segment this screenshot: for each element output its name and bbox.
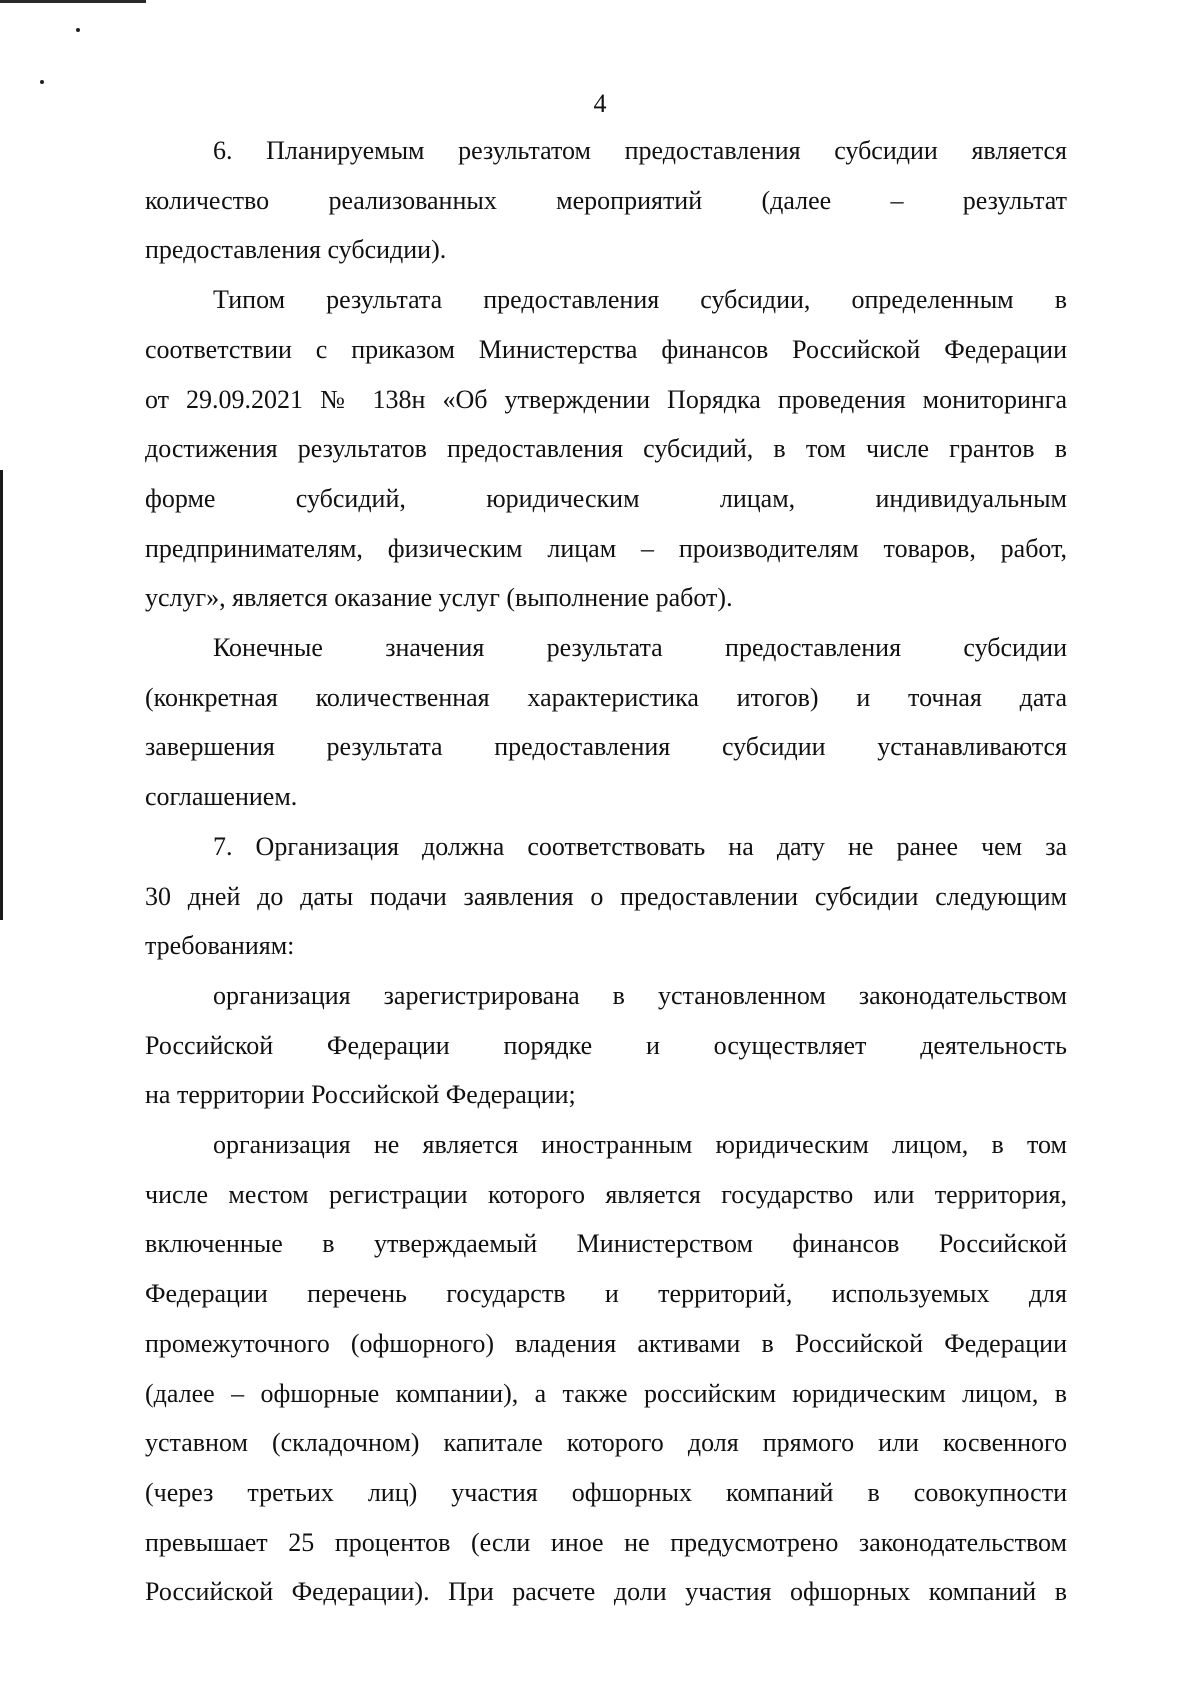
paragraph-offshore (145, 1120, 1067, 1617)
text-line: Конечные значения результата предоставления субсидии (213, 633, 1067, 663)
text-line: Федерации перечень государств и территорий, используемых для (145, 1279, 1067, 1309)
text-line: числе местом регистрации которого является государство или территория, (145, 1179, 1067, 1209)
paragraph-final-values (145, 623, 1067, 822)
text-line: уставном (складочном) капитале которого доля прямого или косвенного (145, 1428, 1067, 1458)
text-line: 30 дней до даты подачи заявления о предоставлении субсидии следующим (145, 881, 1067, 911)
text-line: (далее – офшорные компании), а также российским юридическим лицом, в (145, 1378, 1067, 1408)
text-line: на территории Российской Федерации; (145, 1080, 576, 1110)
text-line: 6. Планируемым результатом предоставления субсидии является (213, 136, 1067, 165)
text-line: предоставления субсидии). (145, 235, 447, 265)
page-number: 4 (593, 89, 607, 118)
text-line: (через третьих лиц) участия офшорных компаний в совокупности (145, 1477, 1067, 1507)
text-line: соглашением. (145, 782, 298, 812)
text-line: форме субсидий, юридическим лицам, индивидуальным (145, 483, 1067, 513)
paragraph-requirements-intro (145, 822, 1067, 971)
text-line: промежуточного (офшорного) владения активами в Российской Федерации (145, 1328, 1067, 1358)
scan-artifact-left-edge (0, 470, 3, 920)
document-body (145, 126, 1067, 1617)
text-line: включенные в утверждаемый Министерством финансов Российской (145, 1229, 1067, 1259)
text-line: требованиям: (145, 931, 295, 961)
paragraph-registration (145, 971, 1067, 1120)
text-line: количество реализованных мероприятий (далее – результат (145, 185, 1067, 215)
scan-speck (76, 28, 80, 32)
text-line: услуг», является оказание услуг (выполнение работ). (145, 583, 733, 613)
text-line: 7. Организация должна соответствовать на дату не ранее чем за (213, 831, 1067, 861)
text-line: завершения результата предоставления субсидии устанавливаются (145, 732, 1067, 762)
scan-speck (40, 80, 44, 84)
text-line: Российской Федерации). При расчете доли участия офшорных компаний в (145, 1577, 1067, 1607)
text-line: (конкретная количественная характеристика итогов) и точная дата (145, 682, 1067, 712)
text-line: Типом результата предоставления субсидии, определенным в (213, 285, 1067, 315)
text-line: предпринимателям, физическим лицам – производителям товаров, работ, (145, 533, 1067, 563)
text-line: организация зарегистрирована в установленном законодательством (213, 980, 1067, 1010)
paragraph-result-type (145, 275, 1067, 623)
text-line: превышает 25 процентов (если иное не предусмотрено законодательством (145, 1527, 1067, 1557)
text-line: Российской Федерации порядке и осуществляет деятельность (145, 1030, 1067, 1060)
text-line: достижения результатов предоставления субсидий, в том числе грантов в (145, 434, 1067, 464)
text-line: от 29.09.2021 № 138н «Об утверждении Порядка проведения мониторинга (145, 384, 1067, 414)
paragraph-result (145, 126, 1067, 275)
text-line: организация не является иностранным юридическим лицом, в том (213, 1130, 1067, 1160)
scan-artifact-top-line (0, 0, 146, 3)
text-line: соответствии с приказом Министерства финансов Российской Федерации (145, 334, 1067, 364)
